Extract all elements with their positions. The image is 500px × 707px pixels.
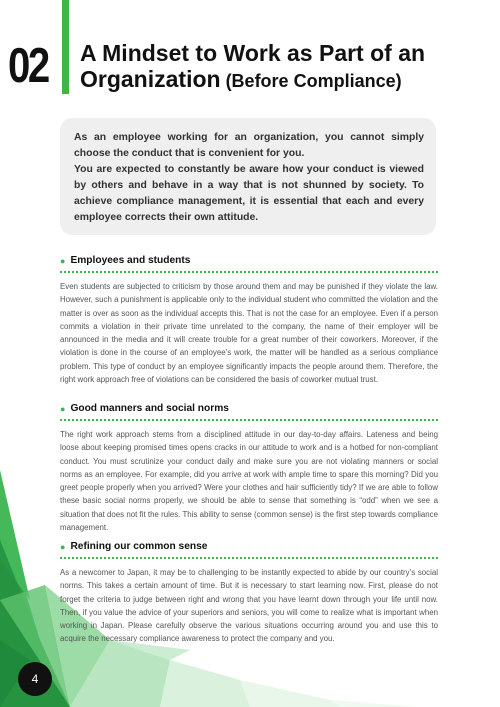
callout-paragraph-1: As an employee working for an organization, you cannot simply choose the conduct that is convenient for you. <box>74 132 424 159</box>
page-number-badge <box>18 662 52 696</box>
callout-paragraph-2: You are expected to constantly be aware how your conduct is viewed by others and behave in a way that is not shunned by society. To achieve compliance management, it is essential that each and every employee corrects their own attitude. <box>74 164 424 223</box>
section-good-manners <box>60 402 438 534</box>
page-number: 4 <box>31 672 39 686</box>
section-heading-text: Employees and students <box>70 255 191 266</box>
section-body: The right work approach stems from a disciplined attitude in our day-to-day affairs. Lateness and being loose about keeping promised times opens cracks in our attitude to work and is a hotbed for non-compliant conduct. You must scrutinize your conduct daily and make sure you are not violating manners or social norms as an employee. For example, did you arrive at work with ample time to spare this morning? Did you greet people properly when you arrived? Were your clothes and hair sufficiently tidy? If we are able to follow these basic social norms properly, we should be able to sense that something is “odd” when we see a situation that does not fit the rules. This ability to sense (common sense) is the first step towards compliance management. <box>60 430 438 533</box>
section-heading <box>60 402 438 421</box>
title-line-2 <box>80 66 402 92</box>
section-body: Even students are subjected to criticism by those around them and may be punished if they violate the law. However, such a punishment is applicable only to the individual student who committed the violation and the matter is over as soon as the individual accepts this. That is not the case for an employee. Even if a person commits a violation in their private time unrelated to the company, the name of their employer will be announced in the media and it will create trouble for a great number of their coworkers. Moreover, if the violation is done in the course of an employee’s work, the matter will be handled as a serious compliance problem. This type of conduct by an employee significantly impacts the people around them. Therefore, the right work approach free of violations can be considered the basis of coworker mutual trust. <box>60 282 438 385</box>
section-refining-common-sense <box>60 540 438 646</box>
bullet-icon: ● <box>60 256 66 266</box>
title-main-word: Organization <box>80 66 221 92</box>
page-title <box>80 40 480 94</box>
bullet-icon: ● <box>60 404 66 414</box>
intro-callout-box <box>60 118 436 235</box>
section-body: As a newcomer to Japan, it may be to challenging to be instantly expected to abide by our country’s social norms. This takes a certain amount of time. But it is necessary to start learning now. First, please do not forget the criteria to judge between right and wrong that you have learnt down through your life until now. Then, if you value the advice of your superiors and seniors, you will come to realize what is important when working in Japan. Please carefully observe the various situations occurring around you and use this to acquire the necessary compliance awareness to protect the company and you. <box>60 568 438 644</box>
title-subtitle: (Before Compliance) <box>220 71 402 91</box>
section-employees-and-students <box>60 254 438 386</box>
title-line-1: A Mindset to Work as Part of an <box>80 40 426 66</box>
green-accent-bar <box>62 0 69 94</box>
section-heading-text: Good manners and social norms <box>70 403 229 414</box>
section-heading <box>60 254 438 273</box>
bullet-icon: ● <box>60 542 66 552</box>
section-heading <box>60 540 438 559</box>
section-heading-text: Refining our common sense <box>70 541 208 552</box>
chapter-number: 02 <box>8 39 48 93</box>
